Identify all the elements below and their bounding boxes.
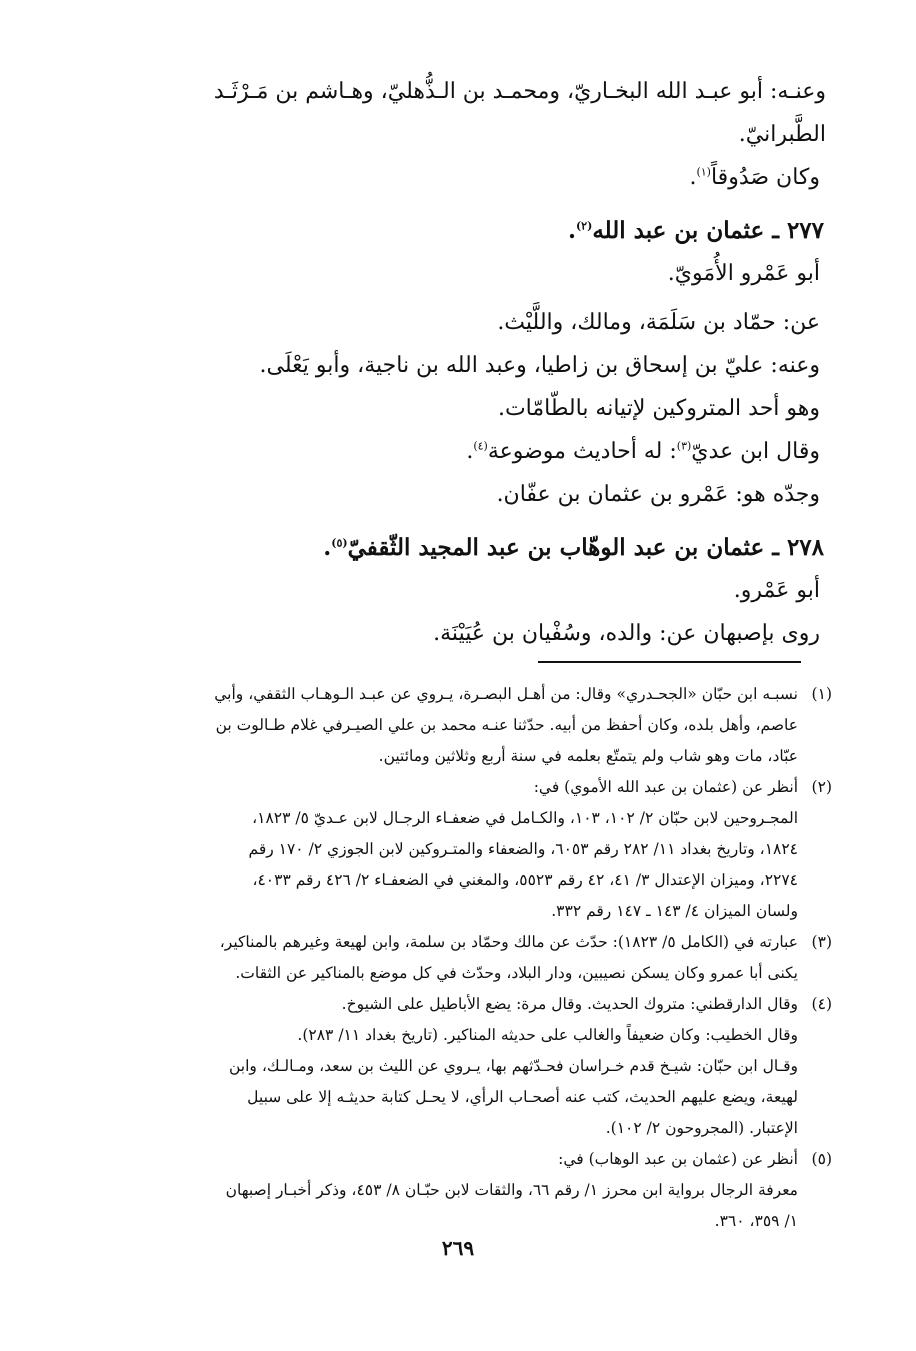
text-line — [85, 612, 820, 655]
footnote-line: الإعتبار. (المجروحون ٢/ ١٠٢). — [605, 1119, 798, 1137]
text-line — [85, 430, 820, 473]
text-span: . — [323, 534, 332, 561]
footnote-body — [92, 927, 798, 989]
footnote-line: عبارته في (الكامل ٥/ ١٨٢٣): حدّث عن مالك وحمّاد بن سلمة، وابن لهيعة وغيرهم بالمناكير، — [219, 933, 798, 951]
footnote-line: أنظر عن (عثمان بن عبد الوهاب) في: — [558, 1150, 798, 1168]
entry-title-text: ٢٧٧ ـ عثمان بن عبد الله — [592, 217, 824, 244]
text-span: وجدّه هو: عَمْرو بن عثمان بن عفّان. — [496, 482, 820, 507]
footnote-line: وقـال ابن حبّان: شيـخ قدم خـراسان فحـدّثهم بها، يـروي عن الليث بن سعد، ومـالـك، وابن — [228, 1057, 798, 1075]
footnote-line: المجـروحين لابن حبّان ٢/ ١٠٢، ١٠٣، والكـامل في ضعفـاء الرجـال لابن عـديّ ٥/ ١٨٢٣، — [252, 809, 798, 827]
text-span: أبو عَمْرو. — [733, 578, 820, 603]
text-span: الطَّبرانيّ. — [738, 122, 826, 147]
text-span: عن: حمّاد بن سَلَمَة، ومالك، واللَّيْث. — [497, 310, 820, 335]
footnote-number: (٢) — [811, 778, 832, 796]
footnote-line: عاصم، وأهل بلده، وكان أحفظ من أبيه. حدّثنا عنـه محمد بن علي الصيـرفي غلام طـالوت بن — [215, 716, 798, 734]
text-span: وقال ابن عديّ — [691, 439, 820, 464]
text-span: . — [466, 439, 474, 464]
main-text — [85, 70, 826, 655]
footnote-number: (٥) — [811, 1150, 832, 1168]
text-line — [85, 301, 820, 344]
footnote-line: ١٨٢٤، وتاريخ بغداد ١١/ ٢٨٢ رقم ٦٠٥٣، والضعفاء والمتـروكين لابن الجوزي ٢/ ١٧٠ رقم — [248, 840, 798, 858]
footnote-ref[interactable]: (٢) — [575, 219, 593, 233]
text-line — [85, 387, 820, 430]
footnote-body — [92, 772, 798, 927]
text-span: أبو عَمْرو الأُمَويّ. — [667, 261, 820, 286]
footnote-ref[interactable]: (٥) — [331, 536, 348, 550]
text-line — [85, 113, 826, 156]
footnote-body — [92, 679, 798, 772]
footnote-line: لهيعة، ويضع عليهم الحديث، كتب عنه أصحـاب الرأي، لا يحـل كتابة حديثـه إلا على سبيل — [247, 1088, 798, 1106]
footnote — [92, 772, 832, 927]
footnote-ref[interactable]: (٣) — [676, 439, 692, 453]
text-span: روى بإصبهان عن: والده، وسُفْيان بن عُيَيْنَة. — [433, 621, 820, 646]
footnote-body — [92, 1144, 798, 1237]
text-line — [85, 70, 826, 113]
footnote-line: أنظر عن (عثمان بن عبد الله الأموي) في: — [533, 778, 798, 796]
text-span: وكان صَدُوقاً — [710, 165, 820, 190]
footnote-line: ولسان الميزان ٤/ ١٤٣ ـ ١٤٧ رقم ٣٣٢. — [551, 902, 798, 920]
footnote-line: ٢٢٧٤، وميزان الإعتدال ٣/ ٤١، ٤٢ رقم ٥٥٢٣، والمغني في الضعفـاء ٢/ ٤٢٦ رقم ٤٠٣٣، — [252, 871, 798, 889]
text-line — [85, 252, 820, 295]
text-span: وهو أحد المتروكين لإتيانه بالطّامّات. — [497, 396, 820, 421]
footnote-line: عبّاد، مات وهو شاب ولم يتمتّع بعلمه في سنة أربع وثلاثين ومائتين. — [378, 747, 798, 765]
footnote-line: نسبـه ابن حبّان «الجحـدري» وقال: من أهـل البصـرة، يـروي عن عبـد الـوهـاب الثقفي، وأبي — [214, 685, 798, 703]
footnote-number: (٤) — [811, 995, 832, 1013]
footnote-line: ١/ ٣٥٩، ٣٦٠. — [714, 1212, 798, 1230]
footnote-ref[interactable]: (١) — [696, 165, 711, 179]
footnote-line: معرفة الرجال برواية ابن محرز ١/ رقم ٦٦، والثقات لابن حبّـان ٨/ ٤٥٣، وذكر أخبـار إصبهان — [225, 1181, 798, 1199]
footnote-ref[interactable]: (٤) — [473, 439, 488, 453]
footnote — [92, 679, 832, 772]
footnote-line: وقال الدارقطني: متروك الحديث. وقال مرة: يضع الأباطيل على الشيوخ. — [341, 995, 798, 1013]
entry-title-277 — [85, 209, 824, 252]
text-span: : له أحاديث موضوعة — [487, 439, 677, 464]
text-span: وعنـه: أبو عبـد الله البخـاريّ، ومحمـد بن الـذُّهليّ، وهـاشم بن مَـرْثَـد — [213, 79, 826, 104]
text-span: . — [567, 217, 576, 244]
footnote-divider — [538, 661, 801, 663]
footnote — [92, 989, 832, 1144]
entry-title-text: ٢٧٨ ـ عثمان بن عبد الوهّاب بن عبد المجيد الثّقفيّ — [347, 534, 824, 561]
entry-title-278 — [85, 526, 824, 569]
footnote-body — [92, 989, 798, 1144]
footnote-line: وقال الخطيب: وكان ضعيفاً والغالب على حديثه المناكير. (تاريخ بغداد ١١/ ٢٨٣). — [297, 1026, 798, 1044]
footnote-line: يكنى أبا عمرو وكان يسكن نصيبين، ودار البلاد، وحدّث في كل موضع بالمناكير عن الثقات. — [235, 964, 798, 982]
footnotes — [92, 679, 832, 1237]
text-span: وعنه: عليّ بن إسحاق بن زاطيا، وعبد الله بن ناجية، وأبو يَعْلَى. — [259, 353, 820, 378]
footnote — [92, 927, 832, 989]
footnote-number: (٣) — [811, 933, 832, 951]
text-line — [85, 156, 820, 199]
page-number: ٢٦٩ — [441, 1236, 475, 1260]
text-span: . — [689, 165, 697, 190]
text-line — [85, 473, 820, 516]
footnote-number: (١) — [811, 685, 832, 703]
footnote — [92, 1144, 832, 1237]
text-line — [85, 344, 820, 387]
text-line — [85, 569, 820, 612]
